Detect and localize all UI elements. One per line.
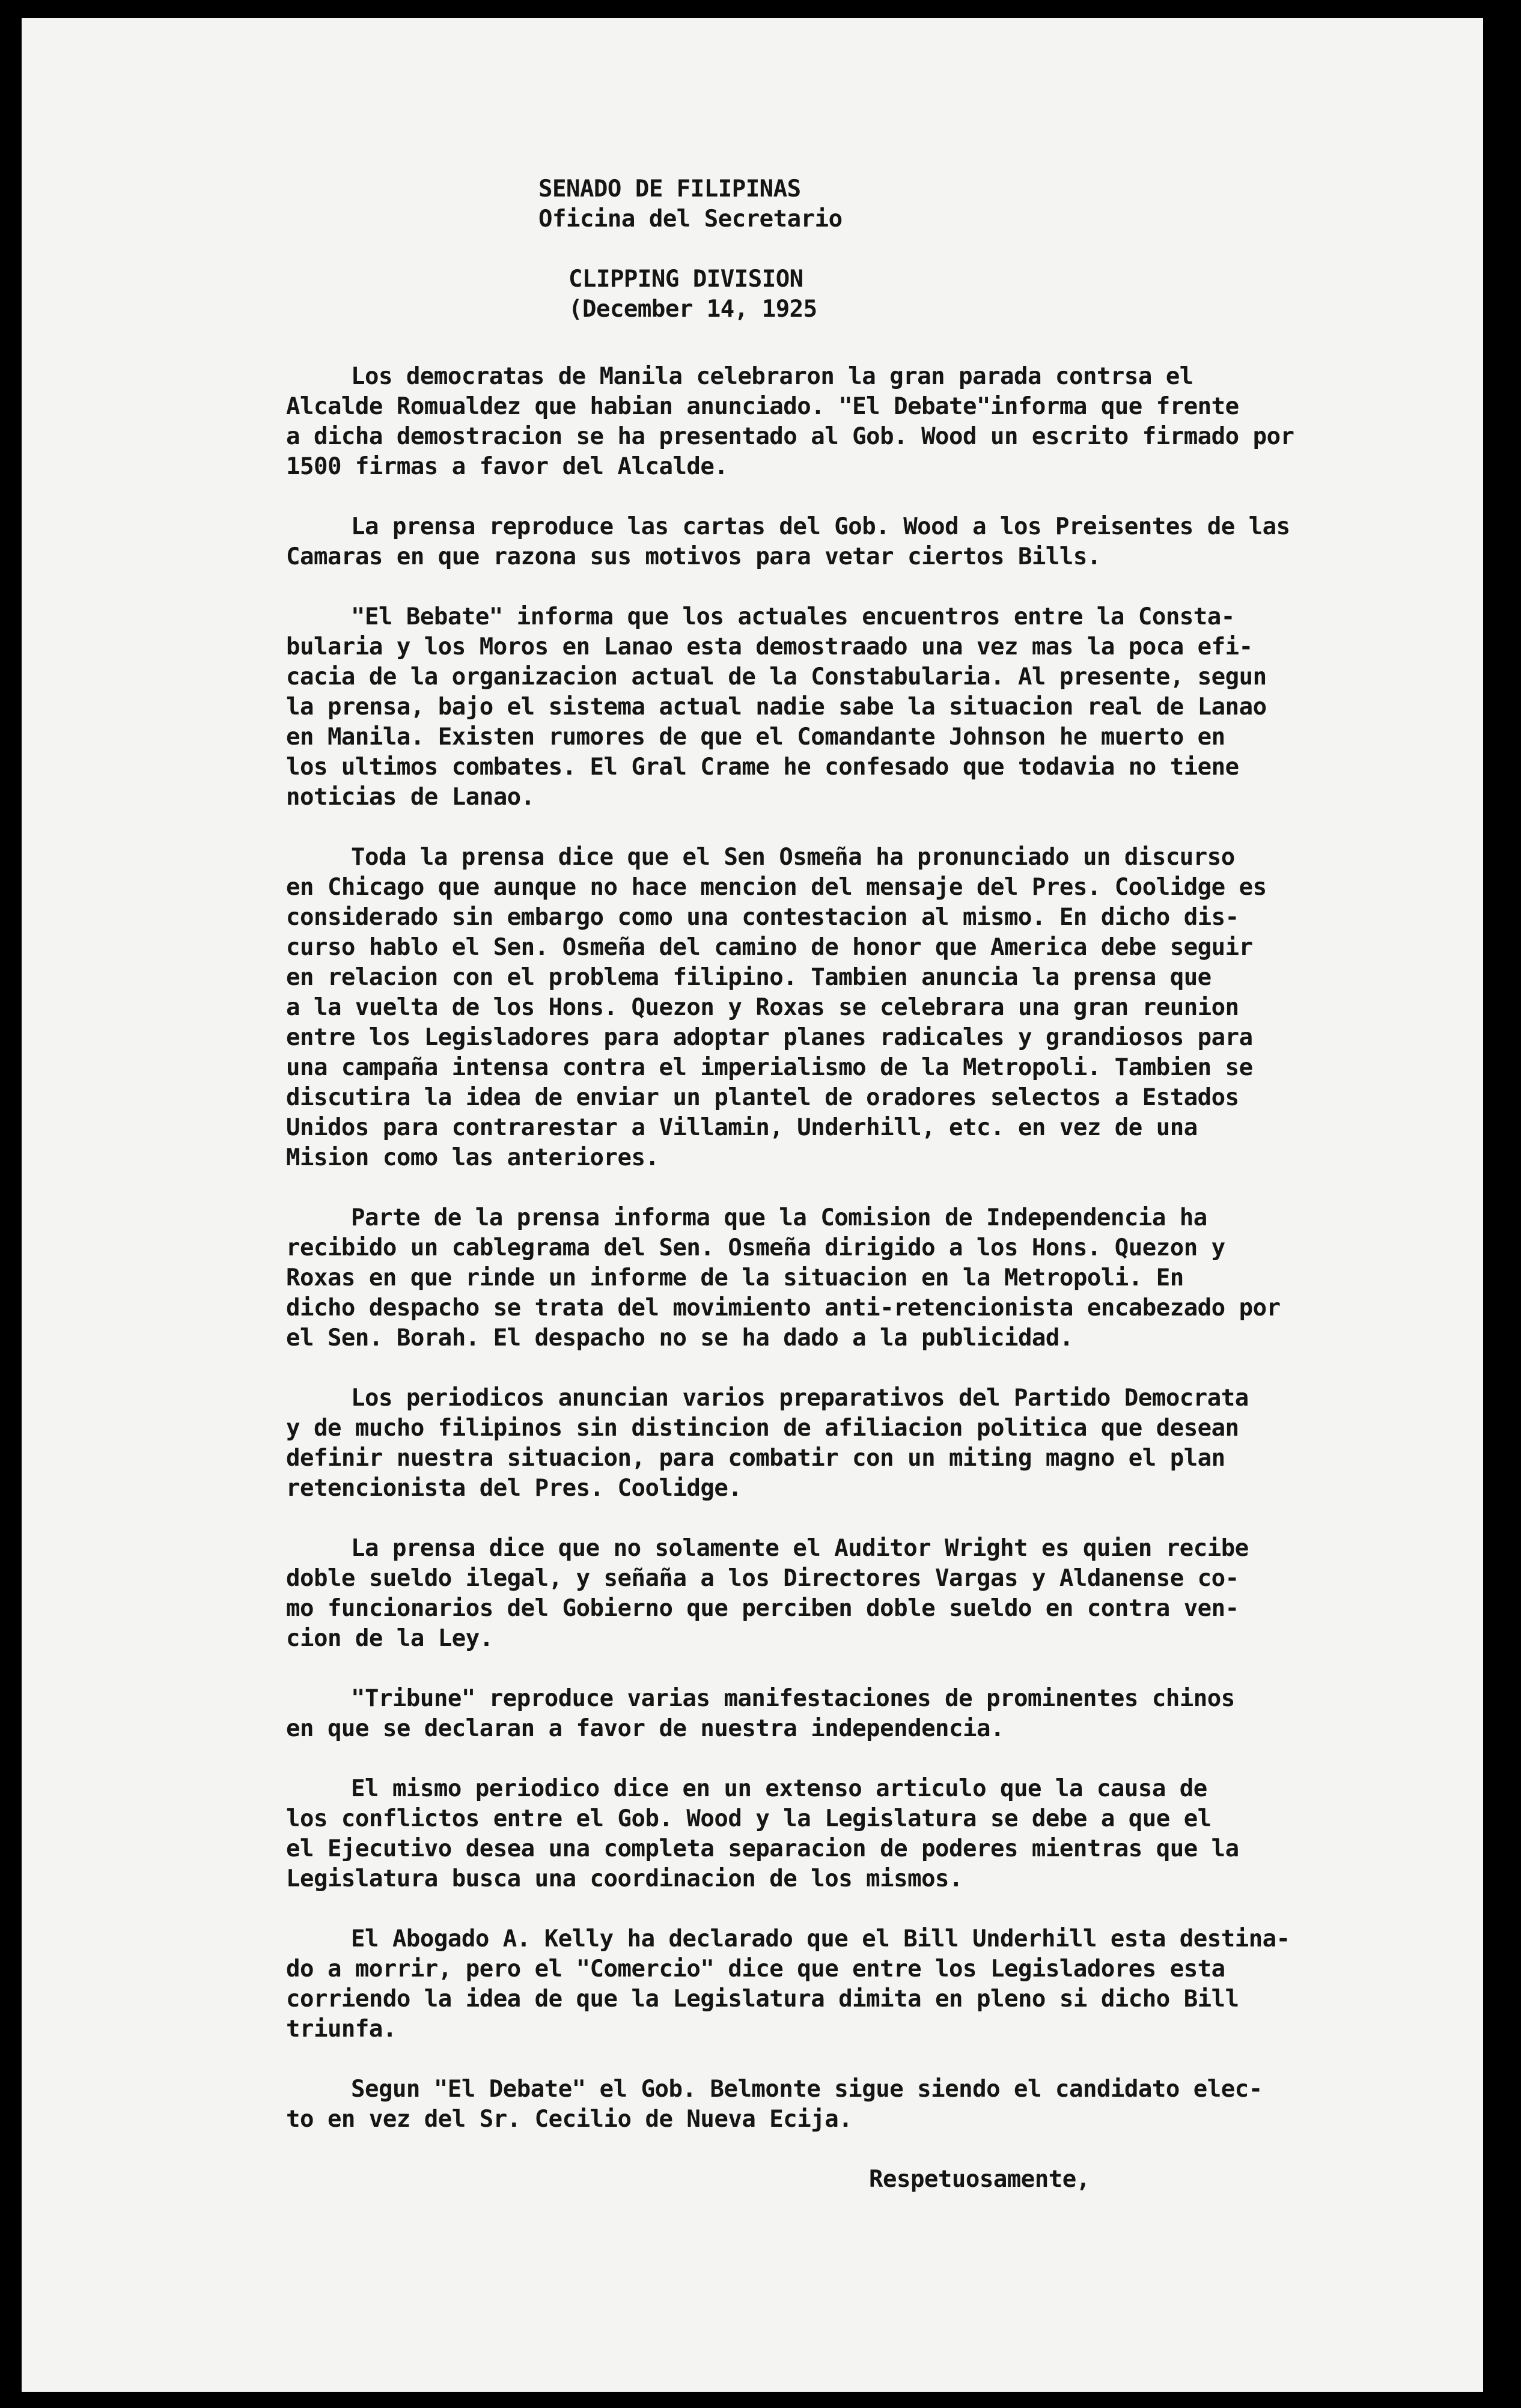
paragraph — [286, 362, 1446, 482]
paragraph-line: Segun "El Debate" el Gob. Belmonte sigue siendo el candidato elec- — [351, 2076, 1263, 2103]
paragraph — [286, 1924, 1446, 2044]
memo-header — [538, 174, 1446, 325]
header-division: CLIPPING DIVISION — [568, 266, 803, 293]
paragraph-line: cion de la Ley. — [286, 1625, 493, 1652]
paragraph-line: considerado sin embargo como una contestacion al mismo. En dicho dis- — [286, 904, 1239, 931]
closing-signoff: Respetuosamente, — [869, 2166, 1090, 2193]
paragraph — [286, 1534, 1446, 1654]
paragraph-line: triunfa. — [286, 2016, 397, 2043]
paragraph-line: Parte de la prensa informa que la Comision de Independencia ha — [351, 1204, 1207, 1231]
header-senate: SENADO DE FILIPINAS — [538, 175, 801, 203]
paragraph-line: curso hablo el Sen. Osmeña del camino de honor que America debe seguir — [286, 934, 1253, 961]
paragraph-line: el Sen. Borah. El despacho no se ha dado a la publicidad. — [286, 1324, 1073, 1352]
paragraph-line: y de mucho filipinos sin distincion de afiliacion politica que desean — [286, 1415, 1239, 1442]
paragraph — [286, 843, 1446, 1173]
document-page — [22, 18, 1483, 2392]
memo-body — [286, 362, 1446, 2135]
paragraph — [286, 1684, 1446, 1744]
paragraph — [286, 512, 1446, 572]
paragraph-line: la prensa, bajo el sistema actual nadie sabe la situacion real de Lanao — [286, 693, 1267, 721]
paragraph-line: to en vez del Sr. Cecilio de Nueva Ecija. — [286, 2106, 853, 2133]
paragraph-line: dicho despacho se trata del movimiento anti-retencionista encabezado por — [286, 1294, 1281, 1321]
paragraph-line: Alcalde Romualdez que habian anunciado. "El Debate"informa que frente — [286, 393, 1239, 420]
paragraph-line: Toda la prensa dice que el Sen Osmeña ha pronunciado un discurso — [351, 844, 1235, 871]
paragraph-line: en relacion con el problema filipino. Tambien anuncia la prensa que — [286, 964, 1212, 991]
paragraph-line: Roxas en que rinde un informe de la situacion en la Metropoli. En — [286, 1264, 1184, 1291]
paragraph-line: una campaña intensa contra el imperialismo de la Metropoli. Tambien se — [286, 1054, 1253, 1081]
header-date: (December 14, 1925 — [568, 296, 817, 323]
paragraph-line: corriendo la idea de que la Legislatura dimita en pleno si dicho Bill — [286, 1986, 1239, 2013]
paragraph-line: El mismo periodico dice en un extenso articulo que la causa de — [351, 1775, 1207, 1802]
paragraph-line: mo funcionarios del Gobierno que perciben doble sueldo en contra ven- — [286, 1595, 1239, 1622]
paragraph-line: 1500 firmas a favor del Alcalde. — [286, 453, 728, 480]
paragraph-line: los ultimos combates. El Gral Crame he confesado que todavia no tiene — [286, 754, 1239, 781]
typed-memo — [286, 174, 1446, 2195]
paragraph-line: discutira la idea de enviar un plantel de oradores selectos a Estados — [286, 1084, 1239, 1111]
paragraph-line: retencionista del Pres. Coolidge. — [286, 1475, 742, 1502]
paragraph-line: Los periodicos anuncian varios preparativos del Partido Democrata — [351, 1385, 1249, 1412]
paragraph-line: "El Bebate" informa que los actuales encuentros entre la Consta- — [351, 603, 1235, 630]
paragraph-line: do a morrir, pero el "Comercio" dice que entre los Legisladores esta — [286, 1955, 1225, 1983]
paragraph-line: entre los Legisladores para adoptar planes radicales y grandiosos para — [286, 1024, 1253, 1051]
paragraph-line: recibido un cablegrama del Sen. Osmeña dirigido a los Hons. Quezon y — [286, 1234, 1225, 1261]
header-spacer — [538, 234, 1446, 264]
paragraph-line: en Chicago que aunque no hace mencion del mensaje del Pres. Coolidge es — [286, 874, 1267, 901]
paragraph-line: Camaras en que razona sus motivos para vetar ciertos Bills. — [286, 543, 1101, 570]
paragraph-line: el Ejecutivo desea una completa separacion de poderes mientras que la — [286, 1835, 1239, 1862]
paragraph-line: doble sueldo ilegal, y señaña a los Directores Vargas y Aldanense co- — [286, 1565, 1239, 1592]
paragraph — [286, 2074, 1446, 2135]
paragraph-line: La prensa dice que no solamente el Auditor Wright es quien recibe — [351, 1535, 1249, 1562]
header-office: Oficina del Secretario — [538, 206, 843, 233]
paragraph-line: en Manila. Existen rumores de que el Comandante Johnson he muerto en — [286, 724, 1225, 751]
paragraph-line: Los democratas de Manila celebraron la gran parada contrsa el — [351, 363, 1193, 390]
paragraph — [286, 1203, 1446, 1353]
paragraph-line: "Tribune" reproduce varias manifestaciones de prominentes chinos — [351, 1685, 1235, 1712]
paragraph-line: noticias de Lanao. — [286, 784, 535, 811]
paragraph — [286, 1383, 1446, 1504]
paragraph-line: a la vuelta de los Hons. Quezon y Roxas se celebrara una gran reunion — [286, 994, 1239, 1021]
paragraph — [286, 1774, 1446, 1894]
paragraph-line: Legislatura busca una coordinacion de los mismos. — [286, 1865, 963, 1892]
paragraph-line: bularia y los Moros en Lanao esta demostraado una vez mas la poca efi- — [286, 633, 1253, 660]
paragraph-line: Unidos para contrarestar a Villamin, Underhill, etc. en vez de una — [286, 1114, 1198, 1141]
paragraph-line: en que se declaran a favor de nuestra independencia. — [286, 1715, 1004, 1742]
paragraph — [286, 602, 1446, 812]
paragraph-line: cacia de la organizacion actual de la Constabularia. Al presente, segun — [286, 663, 1267, 690]
paragraph-line: El Abogado A. Kelly ha declarado que el Bill Underhill esta destina- — [351, 1925, 1290, 1952]
paragraph-line: Mision como las anteriores. — [286, 1144, 659, 1171]
paragraph-line: los conflictos entre el Gob. Wood y la Legislatura se debe a que el — [286, 1805, 1212, 1832]
paragraph-line: a dicha demostracion se ha presentado al Gob. Wood un escrito firmado por — [286, 423, 1294, 450]
paragraph-line: La prensa reproduce las cartas del Gob. Wood a los Preisentes de las — [351, 513, 1290, 540]
paragraph-line: definir nuestra situacion, para combatir con un miting magno el plan — [286, 1445, 1225, 1472]
